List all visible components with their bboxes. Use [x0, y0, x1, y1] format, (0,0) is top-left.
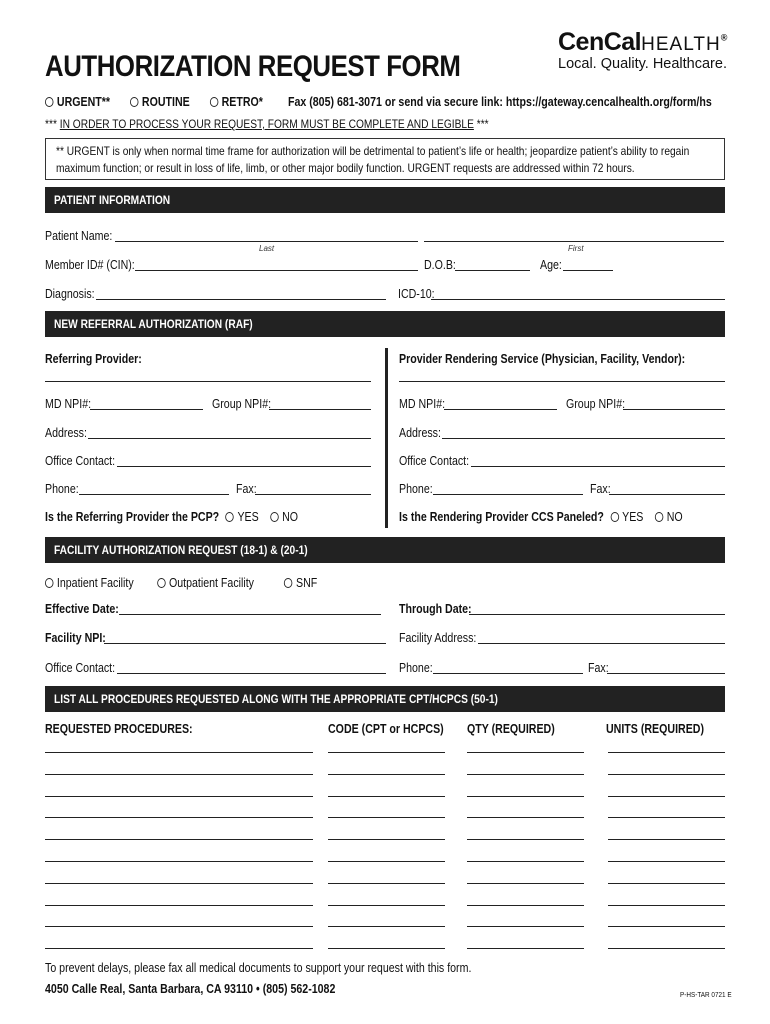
routine-radio[interactable]: [130, 95, 190, 109]
facility-address-label: Facility Address:: [399, 631, 477, 645]
facility-fax-label: Fax:: [588, 661, 609, 675]
yes-label: YES: [622, 510, 644, 524]
qty-field[interactable]: [467, 774, 584, 775]
code-field[interactable]: [328, 817, 445, 818]
radio-icon: [45, 578, 54, 588]
ref-office-contact-label: Office Contact:: [45, 454, 116, 468]
diagnosis-label: Diagnosis:: [45, 287, 95, 301]
patient-name-label: Patient Name:: [45, 229, 113, 243]
facility-office-contact-field[interactable]: [117, 673, 386, 674]
outpatient-label: Outpatient Facility: [168, 576, 254, 590]
qty-field[interactable]: [467, 926, 584, 927]
urgency-row: [45, 95, 712, 109]
code-field[interactable]: [328, 839, 445, 840]
ref-pcp-question-row: [45, 510, 298, 524]
ren-address-field[interactable]: [442, 438, 725, 439]
section-new-referral: [45, 311, 725, 337]
ren-md-npi-label: MD NPI#:: [399, 397, 446, 411]
units-field[interactable]: [608, 774, 725, 775]
urgent-radio[interactable]: [45, 95, 110, 109]
ren-office-contact-field[interactable]: [471, 466, 725, 467]
referring-provider-heading: Referring Provider:: [45, 352, 142, 366]
patient-first-name-field[interactable]: [424, 241, 724, 242]
ren-md-npi-field[interactable]: [444, 409, 557, 410]
procedure-field[interactable]: [45, 948, 313, 949]
ref-office-contact-field[interactable]: [117, 466, 371, 467]
ref-phone-label: Phone:: [45, 482, 79, 496]
footer-note: To prevent delays, please fax all medical documents to support your request with this form.: [45, 961, 472, 975]
code-field[interactable]: [328, 796, 445, 797]
ren-phone-label: Phone:: [399, 482, 433, 496]
procedure-field[interactable]: [45, 905, 313, 906]
rendering-provider-heading: Provider Rendering Service (Physician, Facility, Vendor):: [399, 352, 686, 366]
ren-address-label: Address:: [399, 426, 441, 440]
ren-fax-label: Fax:: [590, 482, 611, 496]
qty-field[interactable]: [467, 861, 584, 862]
procedure-field[interactable]: [45, 817, 313, 818]
facility-npi-field[interactable]: [104, 643, 386, 644]
ref-group-npi-field[interactable]: [269, 409, 371, 410]
fax-instructions: Fax (805) 681-3071 or send via secure link: https://gateway.cencalhealth.org/form/hs: [287, 95, 712, 109]
code-field[interactable]: [328, 774, 445, 775]
ren-ccs-question-row: [399, 510, 683, 524]
radio-icon: [610, 512, 619, 522]
first-caption: First: [568, 244, 584, 253]
facility-fax-field[interactable]: [607, 673, 725, 674]
inpatient-label: Inpatient Facility: [56, 576, 134, 590]
procedure-field[interactable]: [45, 796, 313, 797]
facility-npi-label: Facility NPI:: [45, 631, 106, 645]
routine-label: ROUTINE: [141, 95, 190, 109]
ren-ccs-no-radio[interactable]: [655, 510, 683, 524]
radio-icon: [270, 512, 279, 522]
code-field[interactable]: [328, 883, 445, 884]
col-qty: QTY (REQUIRED): [467, 722, 555, 736]
units-field[interactable]: [608, 883, 725, 884]
ref-phone-field[interactable]: [79, 494, 229, 495]
dob-field[interactable]: [455, 270, 530, 271]
column-divider: [385, 348, 388, 528]
ren-office-contact-label: Office Contact:: [399, 454, 470, 468]
through-date-label: Through Date:: [399, 602, 472, 616]
notice-prefix: ***: [45, 117, 57, 131]
through-date-field[interactable]: [469, 614, 725, 615]
radio-icon: [130, 97, 139, 107]
urgent-label: URGENT**: [56, 95, 111, 109]
icd10-label: ICD-10:: [398, 287, 435, 301]
procedure-field[interactable]: [45, 926, 313, 927]
ren-phone-field[interactable]: [433, 494, 583, 495]
section-title: PATIENT INFORMATION: [54, 193, 171, 207]
ref-pcp-no-radio[interactable]: [270, 510, 298, 524]
retro-radio[interactable]: [210, 95, 263, 109]
radio-icon: [284, 578, 293, 588]
facility-phone-field[interactable]: [433, 673, 583, 674]
units-field[interactable]: [608, 926, 725, 927]
retro-label: RETRO*: [221, 95, 263, 109]
facility-address-field[interactable]: [478, 643, 725, 644]
code-field[interactable]: [328, 926, 445, 927]
age-label: Age:: [540, 258, 562, 272]
footer-address: 4050 Calle Real, Santa Barbara, CA 93110 • (805) 562-1082: [45, 982, 336, 996]
logo-tagline: Local. Quality. Healthcare.: [558, 56, 727, 72]
col-requested-procedures: REQUESTED PROCEDURES:: [45, 722, 193, 736]
section-title: NEW REFERRAL AUTHORIZATION (RAF): [54, 317, 253, 331]
radio-icon: [226, 512, 235, 522]
page-title: AUTHORIZATION REQUEST FORM: [45, 50, 461, 83]
cencal-logo: [558, 28, 743, 72]
no-label: NO: [282, 510, 299, 524]
radio-icon: [45, 97, 54, 107]
ref-fax-field[interactable]: [255, 494, 371, 495]
no-label: NO: [666, 510, 683, 524]
ref-pcp-question: Is the Referring Provider the PCP?: [45, 510, 220, 524]
units-field[interactable]: [608, 948, 725, 949]
code-field[interactable]: [328, 752, 445, 753]
section-title: LIST ALL PROCEDURES REQUESTED ALONG WITH THE APPROPRIATE CPT/HCPCS (50-1): [54, 692, 498, 706]
urgent-note-text: ** URGENT is only when normal time frame for authorization will be detrimental to patient’s life or health; jeopardize patient’s ability to regain maximum function; or result in loss of life, limb, or other major bodily function. URGENT requests are addressed within 72 hours.: [56, 144, 690, 175]
facility-type-row: [45, 576, 317, 590]
section-procedures: [45, 686, 725, 712]
procedure-field[interactable]: [45, 883, 313, 884]
qty-field[interactable]: [467, 905, 584, 906]
units-field[interactable]: [608, 752, 725, 753]
units-field[interactable]: [608, 861, 725, 862]
qty-field[interactable]: [467, 817, 584, 818]
ref-address-field[interactable]: [88, 438, 371, 439]
procedure-field[interactable]: [45, 774, 313, 775]
patient-last-name-field[interactable]: [115, 241, 418, 242]
icd10-field[interactable]: [431, 299, 725, 300]
ref-md-npi-label: MD NPI#:: [45, 397, 92, 411]
col-units: UNITS (REQUIRED): [606, 722, 704, 736]
notice-text: IN ORDER TO PROCESS YOUR REQUEST, FORM MUST BE COMPLETE AND LEGIBLE: [59, 117, 474, 131]
ren-ccs-question: Is the Rendering Provider CCS Paneled?: [399, 510, 604, 524]
member-id-label: Member ID# (CIN):: [45, 258, 135, 272]
code-field[interactable]: [328, 905, 445, 906]
qty-field[interactable]: [467, 752, 584, 753]
radio-icon: [210, 97, 219, 107]
snf-label: SNF: [296, 576, 318, 590]
referring-provider-field[interactable]: [45, 381, 371, 382]
complete-notice: [45, 117, 489, 131]
urgent-note-box: [45, 138, 725, 180]
snf-radio[interactable]: [284, 576, 317, 590]
code-field[interactable]: [328, 948, 445, 949]
ren-ccs-yes-radio[interactable]: [610, 510, 643, 524]
qty-field[interactable]: [467, 883, 584, 884]
section-title: FACILITY AUTHORIZATION REQUEST (18-1) & (20-1): [54, 543, 308, 557]
section-patient-information: [45, 187, 725, 213]
logo-registered-mark: ®: [720, 32, 727, 43]
units-field[interactable]: [608, 796, 725, 797]
rendering-provider-field[interactable]: [399, 381, 725, 382]
notice-suffix: ***: [476, 117, 489, 131]
ref-fax-label: Fax:: [236, 482, 257, 496]
dob-label: D.O.B:: [424, 258, 456, 272]
last-caption: Last: [259, 244, 275, 253]
qty-field[interactable]: [467, 839, 584, 840]
form-code: P-HS-TAR 0721 E: [680, 990, 732, 999]
effective-date-label: Effective Date:: [45, 602, 119, 616]
outpatient-radio[interactable]: [157, 576, 254, 590]
facility-phone-label: Phone:: [399, 661, 433, 675]
logo-main: CenCal: [558, 28, 642, 56]
units-field[interactable]: [608, 817, 725, 818]
logo-health: HEALTH: [641, 34, 721, 55]
member-id-field[interactable]: [135, 270, 418, 271]
ref-md-npi-field[interactable]: [90, 409, 203, 410]
procedure-field[interactable]: [45, 752, 313, 753]
col-code: CODE (CPT or HCPCS): [328, 722, 444, 736]
ren-fax-field[interactable]: [609, 494, 725, 495]
procedure-field[interactable]: [45, 839, 313, 840]
ref-address-label: Address:: [45, 426, 87, 440]
yes-label: YES: [237, 510, 259, 524]
radio-icon: [157, 578, 166, 588]
section-facility-authorization: [45, 537, 725, 563]
effective-date-field[interactable]: [119, 614, 381, 615]
qty-field[interactable]: [467, 948, 584, 949]
radio-icon: [655, 512, 664, 522]
procedure-field[interactable]: [45, 861, 313, 862]
units-field[interactable]: [608, 905, 725, 906]
units-field[interactable]: [608, 839, 725, 840]
ref-group-npi-label: Group NPI#:: [212, 397, 272, 411]
code-field[interactable]: [328, 861, 445, 862]
ren-group-npi-field[interactable]: [623, 409, 725, 410]
diagnosis-field[interactable]: [96, 299, 386, 300]
inpatient-radio[interactable]: [45, 576, 134, 590]
facility-office-contact-label: Office Contact:: [45, 661, 116, 675]
ref-pcp-yes-radio[interactable]: [226, 510, 259, 524]
ren-group-npi-label: Group NPI#:: [566, 397, 626, 411]
qty-field[interactable]: [467, 796, 584, 797]
age-field[interactable]: [563, 270, 613, 271]
